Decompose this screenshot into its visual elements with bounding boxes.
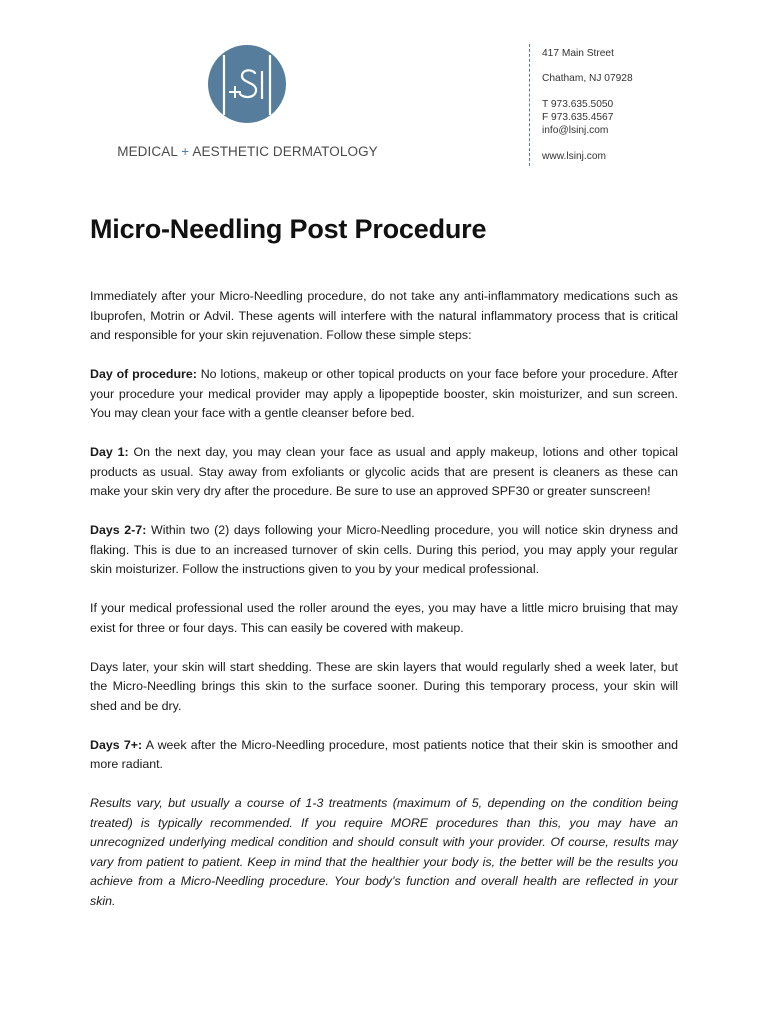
day-of-procedure-label: Day of procedure: — [90, 367, 197, 381]
contact-website[interactable]: www.lsinj.com — [542, 151, 606, 162]
day-1-text: On the next day, you may clean your face as usual and apply makeup, lotions and other topical products as usual. Stay away from exfoliants or glycolic acids that are present is cleaners as these can make your skin very dry after the procedure. Be sure to use an approved SPF30 or greater sunscreen! — [90, 445, 678, 498]
tagline-aesthetic: AESTHETIC DERMATOLOGY — [192, 144, 378, 159]
document-body — [90, 287, 678, 931]
contact-phone: T 973.635.5050 — [542, 99, 614, 110]
day-1-paragraph — [90, 443, 678, 502]
contact-street: 417 Main Street — [542, 48, 614, 59]
day-of-procedure-paragraph — [90, 365, 678, 424]
tagline-medical: MEDICAL — [117, 144, 178, 159]
contact-city: Chatham, NJ 07928 — [542, 73, 633, 84]
day-of-procedure-text: No lotions, makeup or other topical products on your face before your procedure. After your procedure your medical provider may apply a lipopeptide booster, skin moisturizer, and sun screen. You may clean your face with a gentle cleanser before bed. — [90, 367, 678, 420]
days-2-7-text: Within two (2) days following your Micro-Needling procedure, you will notice skin dryness and flaking. This is due to an increased turnover of skin cells. During this period, you may apply your regular skin moisturizer. Follow the instructions given to you by your medical professional. — [90, 523, 679, 576]
days-7-plus-paragraph — [90, 736, 678, 775]
roller-paragraph: If your medical professional used the roller around the eyes, you may have a little micro bruising that may exist for three or four days. This can easily be covered with makeup. — [90, 601, 678, 635]
days-later-paragraph: Days later, your skin will start shedding. These are skin layers that would regularly shed a week later, but the Micro-Needling brings this skin to the surface sooner. During this temporary process, your skin will shed and be dry. — [90, 659, 678, 713]
intro-paragraph: Immediately after your Micro-Needling procedure, do not take any anti-inflammatory medications such as Ibuprofen, Motrin or Advil. These agents will interfere with the natural inflammatory process that is critical and responsible for your skin rejuvenation. Follow these simple steps: — [90, 289, 678, 342]
tagline — [110, 144, 385, 159]
lsi-logo-icon — [208, 45, 286, 123]
days-7-plus-text: A week after the Micro-Needling procedure, most patients notice that their skin is smoother and more radiant. — [90, 737, 678, 771]
contact-divider — [529, 44, 530, 166]
days-2-7-label: Days 2-7: — [90, 523, 147, 537]
days-2-7-paragraph — [90, 521, 678, 580]
contact-email[interactable]: info@lsinj.com — [542, 125, 609, 136]
results-paragraph: Results vary, but usually a course of 1-3 treatments (maximum of 5, depending on the condition being treated) is typically recommended. If you require MORE procedures than this, you may have an unrecognized underlying medical condition and should consult with your provider. Of course, results may vary from patient to patient. Keep in mind that the healthier your body is, the better will be the results you achieve from a Micro-Needling procedure. Your body’s function and overall health are reflected in your skin. — [90, 796, 678, 908]
page-title: Micro-Needling Post Procedure — [90, 214, 487, 244]
days-7-plus-label: Days 7+: — [90, 737, 143, 752]
contact-fax: F 973.635.4567 — [542, 112, 614, 123]
day-1-label: Day 1: — [90, 445, 129, 459]
tagline-plus: + — [181, 144, 190, 159]
